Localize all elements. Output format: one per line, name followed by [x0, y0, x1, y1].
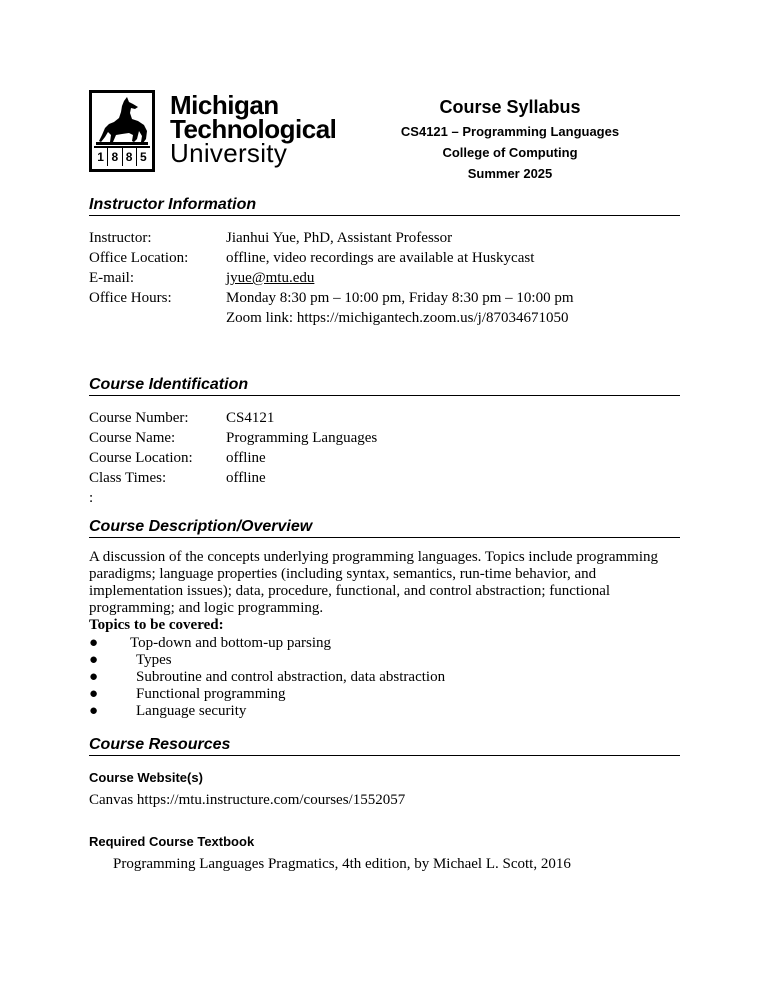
- office-location-row: Office Location: offline, video recordings are available at Huskycast: [89, 250, 535, 266]
- college-name: College of Computing: [442, 145, 578, 160]
- university-wordmark: [170, 90, 337, 168]
- instructor-row: Instructor: Jianhui Yue, PhD, Assistant Professor: [89, 230, 453, 246]
- email-row: E-mail: jyue@mtu.edu: [89, 270, 315, 286]
- textbook-heading: Required Course Textbook: [89, 834, 255, 849]
- textbook-text: Programming Languages Pragmatics, 4th edition, by Michael L. Scott, 2016: [113, 856, 571, 872]
- list-item: ● Types: [89, 652, 172, 668]
- wordmark-line-2: Technological: [170, 114, 337, 144]
- syllabus-title: Course Syllabus: [439, 97, 581, 117]
- zoom-link-row: Zoom link: https://michigantech.zoom.us/j/87034671050: [226, 310, 569, 326]
- course-number-row: Course Number: CS4121: [89, 410, 275, 426]
- wordmark-line-3: University: [170, 138, 288, 168]
- course-website-heading: Course Website(s): [89, 770, 203, 785]
- course-resources-heading: Course Resources: [89, 736, 680, 756]
- list-item: ● Top-down and bottom-up parsing: [89, 635, 332, 651]
- husky-icon: [94, 95, 150, 147]
- list-item: ● Subroutine and control abstraction, data abstraction: [89, 669, 446, 685]
- class-times-row: Class Times: offline: [89, 470, 266, 486]
- course-description-paragraph: A discussion of the concepts underlying programming languages. Topics include programming paradigms; language properties (including syntax, semantics, run-time behavior, and implementation issues); data, procedure, functional, and control abstraction; functional programming; and logic programming.: [89, 549, 658, 616]
- university-logo-mark: [89, 90, 155, 172]
- course-name-row: Course Name: Programming Languages: [89, 430, 378, 446]
- course-location-row: Course Location: offline: [89, 450, 266, 466]
- course-description-heading: Course Description/Overview: [89, 518, 680, 538]
- wordmark-line-1: Michigan: [170, 90, 279, 120]
- course-line: CS4121 – Programming Languages: [400, 124, 620, 139]
- term: Summer 2025: [467, 166, 553, 181]
- office-hours-row: Office Hours: Monday 8:30 pm – 10:00 pm, Friday 8:30 pm – 10:00 pm: [89, 290, 574, 306]
- empty-colon-row: :: [89, 490, 94, 506]
- list-item: ● Language security: [89, 703, 247, 719]
- course-website-text: Canvas https://mtu.instructure.com/courses/1552057: [89, 792, 406, 808]
- topics-label: Topics to be covered:: [89, 617, 224, 633]
- instructor-info-heading: Instructor Information: [89, 196, 680, 216]
- list-item: ● Functional programming: [89, 686, 286, 702]
- founding-year: 1 8 8 5: [94, 146, 150, 166]
- course-identification-heading: Course Identification: [89, 376, 680, 396]
- email-link[interactable]: jyue@mtu.edu: [226, 270, 315, 286]
- topics-list: [89, 635, 589, 720]
